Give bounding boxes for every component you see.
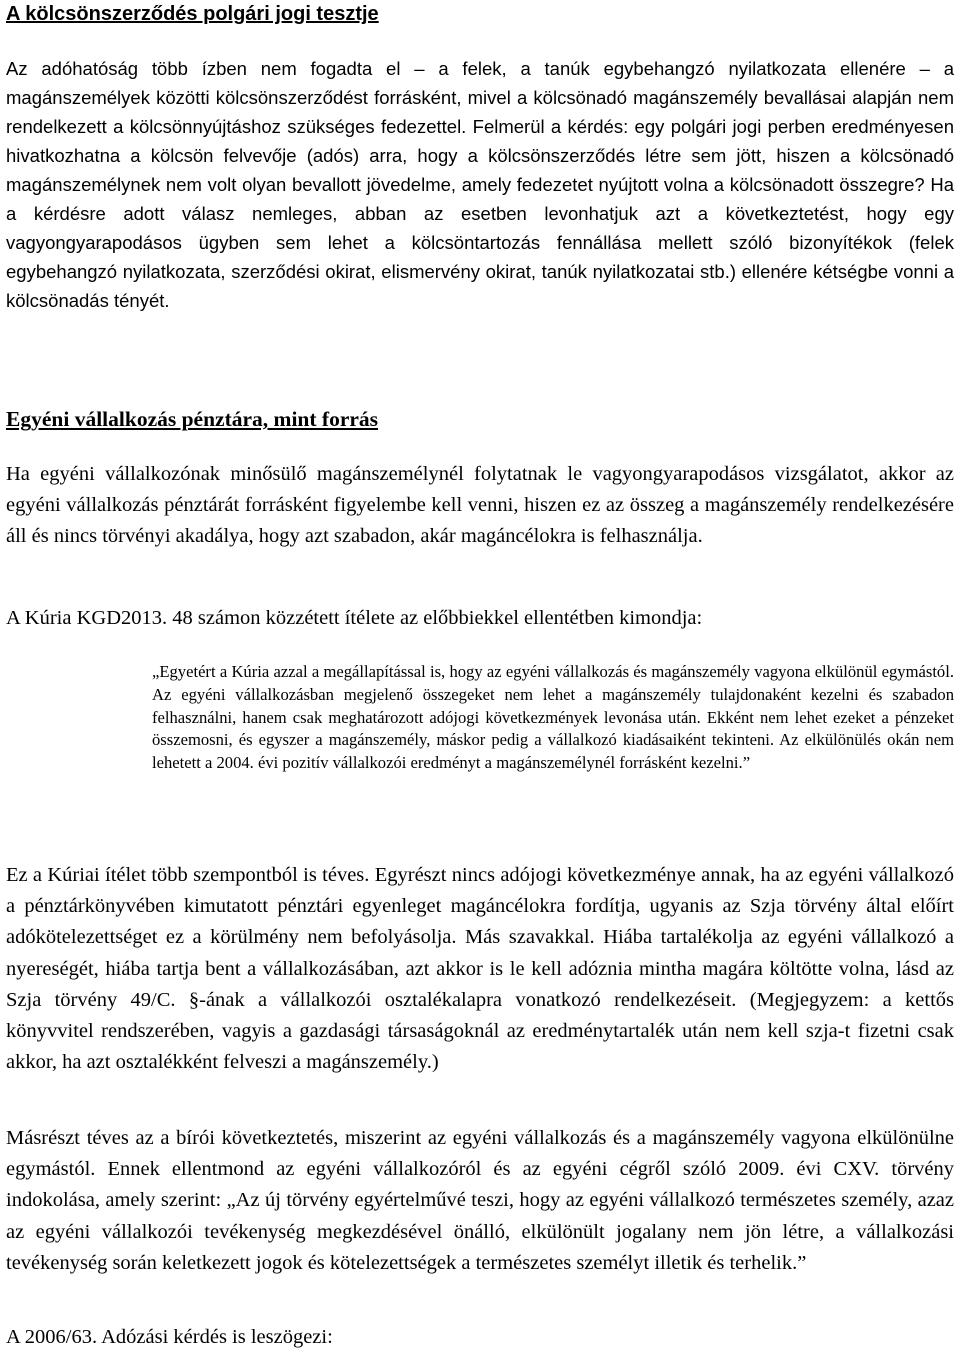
kuria-quote: „Egyetért a Kúria azzal a megállapítással is, hogy az egyéni vállalkozás és magánszemély vagyona elkülönül egymástól. Az egyéni vállalkozásban megjelenő összegeket nem lehet a magánszemély tulajdonaként kezelni és szabadon felhasználni, hanem csak meghatározott adójogi következmények levonása után. Ekként nem lehet ezeket a pénzeket összemosni, és egyszer a magánszemély, máskor pedig a vállalkozó kiadásaiként tekinteni. Az elkülönülés okán nem lehetett a 2004. évi pozitív vállalkozói eredményt a magánszemélynél forrásként kezelni.” (152, 662, 954, 773)
paragraph-second-argument: Másrészt téves az a bírói következtetés, miszerint az egyéni vállalkozás és a magánszemély vagyona elkülönülne egymástól. Ennek ellentmond az egyéni vállalkozóról és az egyéni cégről szóló 2009. évi CXV. törvény indokolása, amely szerint: „Az új törvény egyértelművé teszi, hogy az egyéni vállalkozó természetes személy, azaz az egyéni vállalkozói tevékenység megkezdésével önálló, elkülönült jogalany nem jön létre, a vállalkozási tevékenység során keletkezett jogok és kötelezettségek a természetes személyt illetik és terhelik.” (6, 1127, 954, 1274)
section-heading-cash-register: Egyéni vállalkozás pénztára, mint forrás (6, 407, 379, 431)
section-heading-loan-test: A kölcsönszerződés polgári jogi tesztje (6, 3, 379, 25)
paragraph-tax-question: A 2006/63. Adózási kérdés is leszögezi: (6, 1326, 333, 1348)
paragraph-cash-register: Ha egyéni vállalkozónak minősülő magánszemélynél folytatnak le vagyongyarapodásos vizsgálatot, akkor az egyéni vállalkozás pénztárát forrásként figyelembe kell venni, hiszen ez az összeg a magánszemély rendelkezésére áll és nincs törvényi akadálya, hogy azt szabadon, akár magáncélokra is felhasználja. (6, 463, 954, 548)
paragraph-loan-test: Az adóhatóság több ízben nem fogadta el – a felek, a tanúk egybehangzó nyilatkozata ellenére – a magánszemélyek közötti kölcsönszerződést forrásként, mivel a kölcsönadó magánszemély bevallásai alapján nem rendelkezett a kölcsönnyújtáshoz szükséges fedezettel. Felmerül a kérdés: egy polgári jogi perben eredményesen hivatkozhatna a kölcsön felvevője (adós) arra, hogy a kölcsönszerződés létre sem jött, hiszen a kölcsönadó magánszemélynek nem volt olyan bevallott jövedelme, amely fedezetet nyújtott volna a kölcsönadott összegre? Ha a kérdésre adott válasz nemleges, abban az esetben levonhatjuk azt a következtetést, hogy egy vagyongyarapodásos ügyben sem lehet a kölcsöntartozás fennállása mellett szóló bizonyítékok (felek egybehangzó nyilatkozata, szerződési okirat, elismervény okirat, tanúk nyilatkozatai stb.) ellenére kétségbe vonni a kölcsönadás tényét. (6, 58, 954, 311)
paragraph-kuria-intro: A Kúria KGD2013. 48 számon közzétett ítélete az előbbiekkel ellentétben kimondja: (6, 607, 703, 629)
paragraph-kuria-critique: Ez a Kúriai ítélet több szempontból is téves. Egyrészt nincs adójogi következménye annak, ha az egyéni vállalkozó a pénztárkönyvében kimutatott pénztári egyenleget magáncélokra fordítja, ugyanis az Szja törvény által előírt adókötelezettséget ez a körülmény nem befolyásolja. Más szavakkal. Hiába tartalékolja az egyéni vállalkozó a nyereségét, hiába tartja bent a vállalkozásában, azt akkor is le kell adóznia mintha magára költötte volna, lásd az Szja törvény 49/C. §-ának a vállalkozói osztalékalapra vonatkozó rendelkezéseit. (Megjegyzem: a kettős könyvvitel rendszerében, vagyis a gazdasági társaságoknál az eredménytartalék után nem kell szja-t fizetni csak akkor, ha azt osztalékként felveszi a magánszemély.) (6, 864, 954, 1074)
